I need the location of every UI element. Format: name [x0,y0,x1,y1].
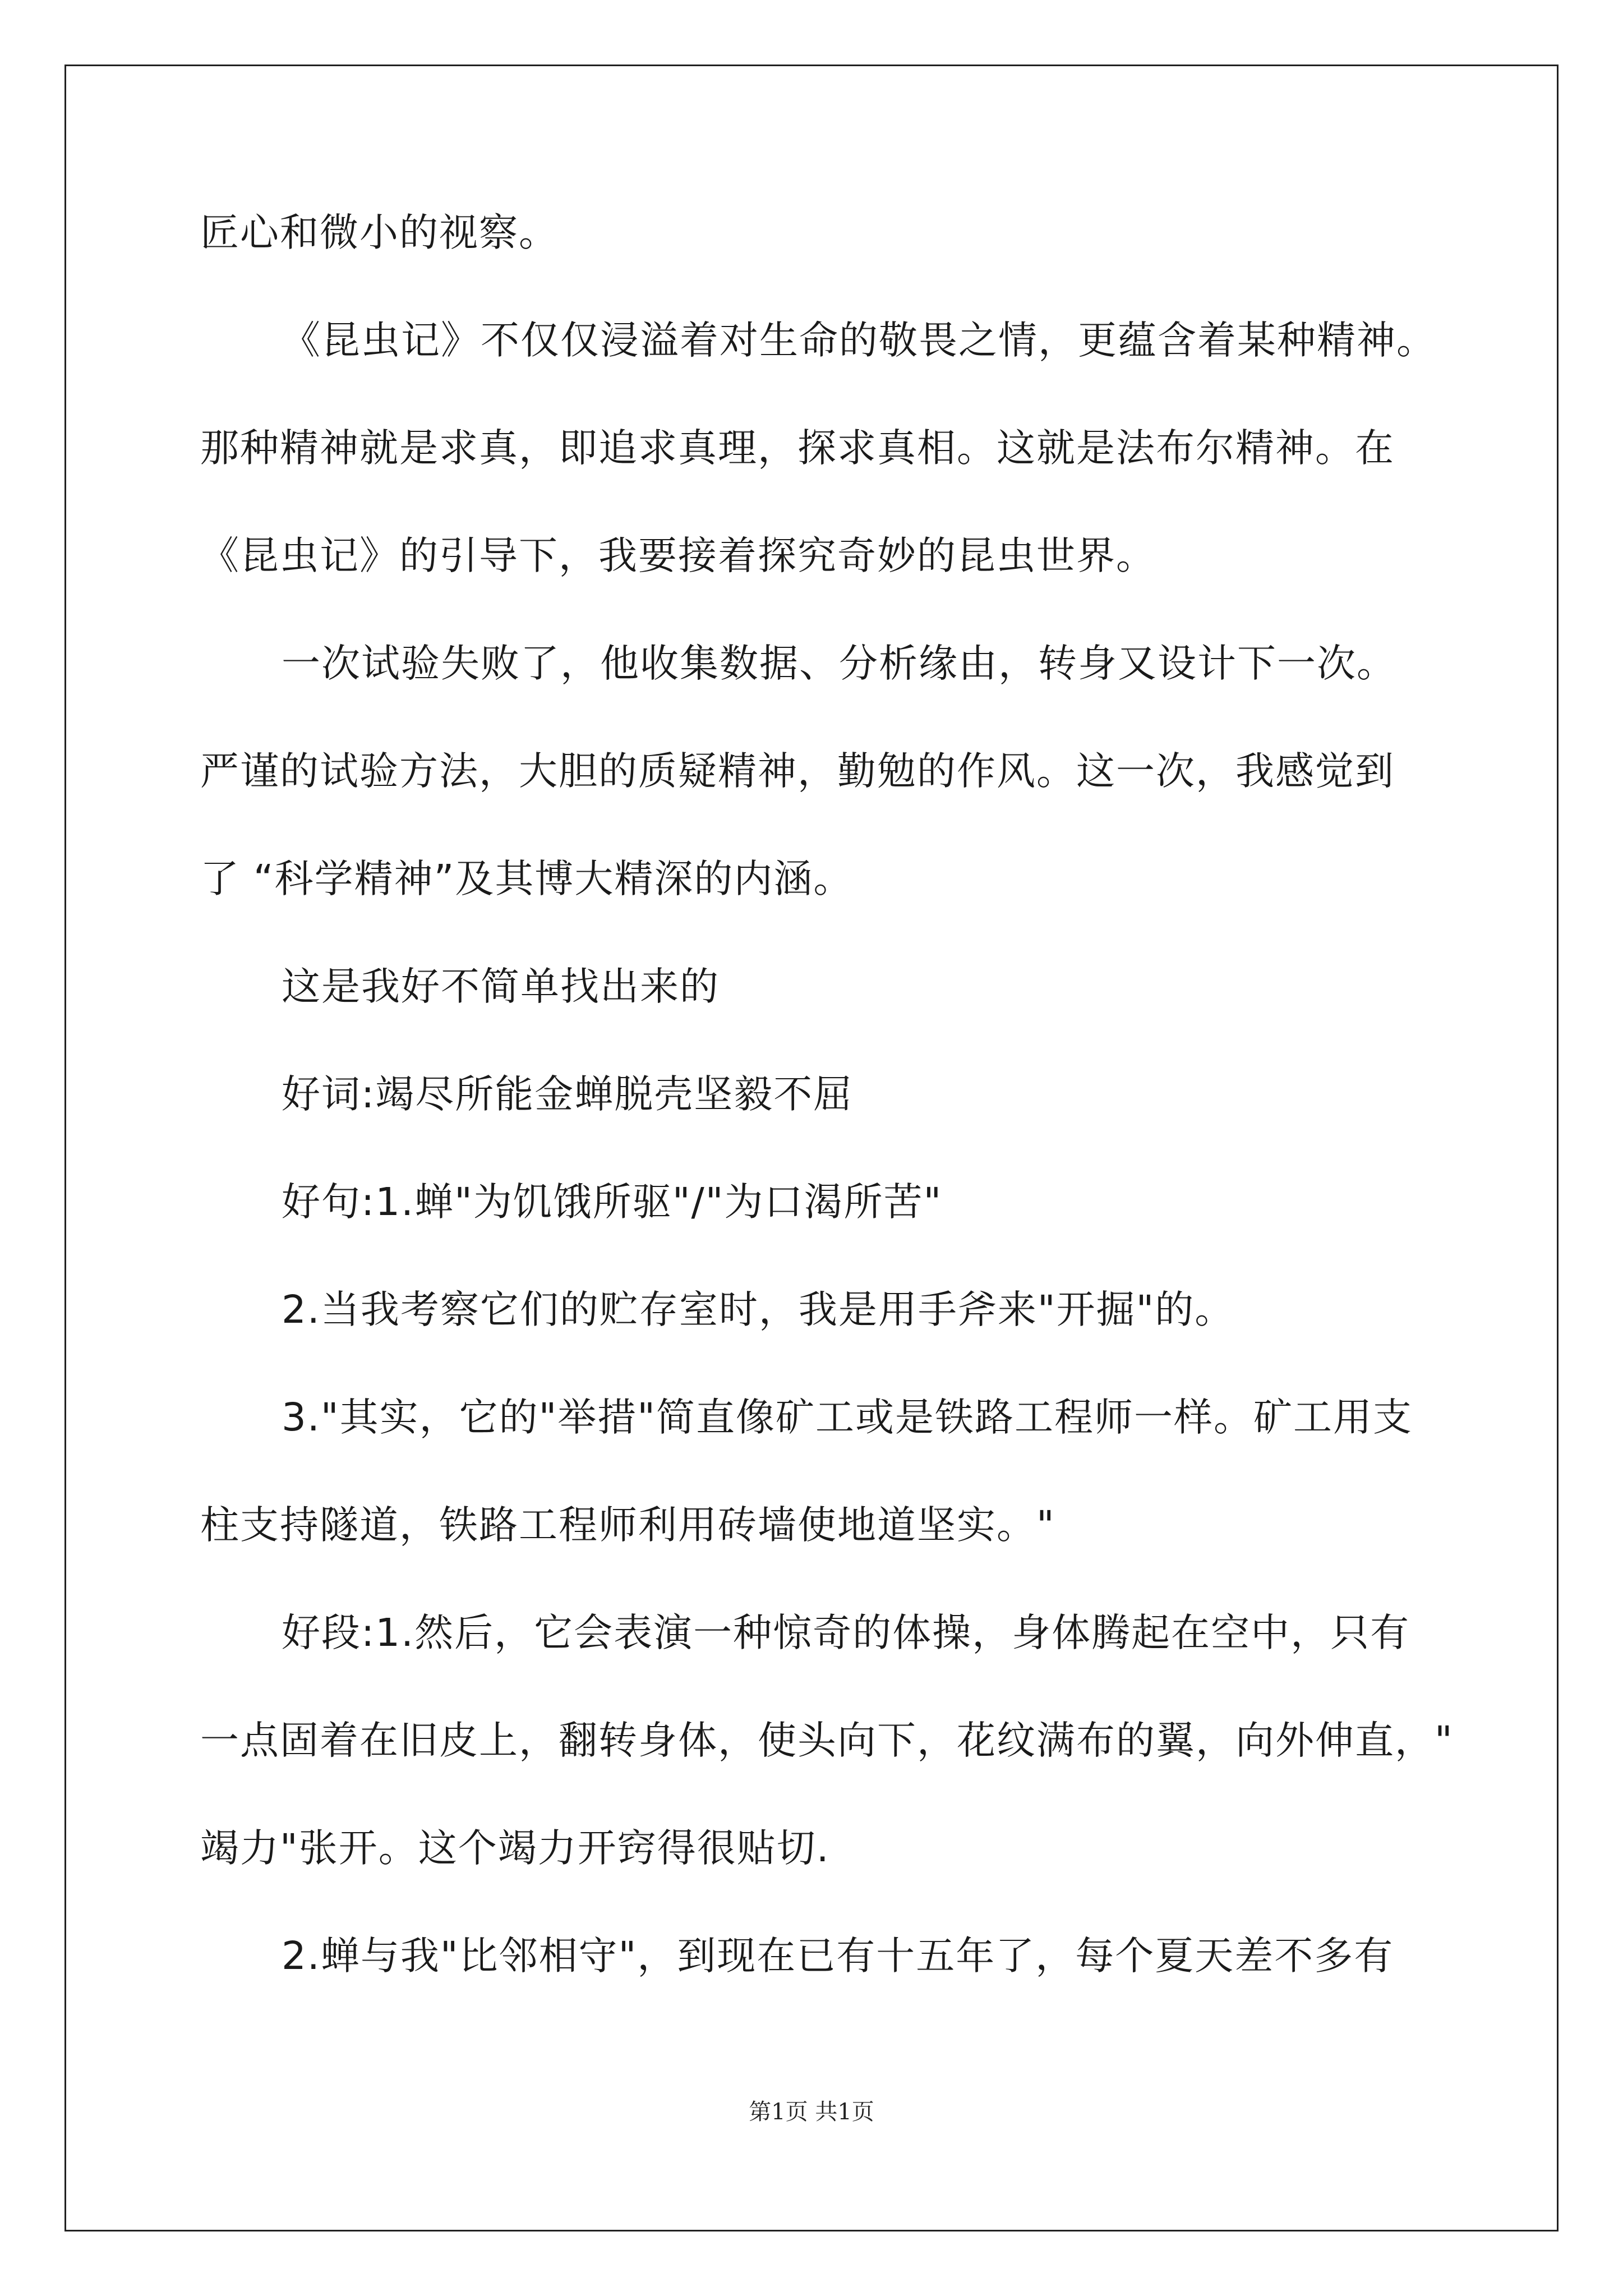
text-line: 严谨的试验方法，大胆的质疑精神，勤勉的作风。这一次，我感觉到 [200,749,1395,794]
text-line: 匠心和微小的视察。 [200,210,559,255]
text-line: 柱支持隧道，铁路工程师利用砖墙使地道坚实。" [200,1503,1055,1548]
text-line: 那种精神就是求真，即追求真理，探求真相。这就是法布尔精神。在 [200,426,1395,471]
text-line: 竭力"张开。这个竭力开窍得很贴切. [200,1826,830,1871]
page-number-footer: 第1页 共1页 [749,2099,874,2125]
text-line: 《昆虫记》的引导下，我要接着探究奇妙的昆虫世界。 [200,533,1156,578]
text-line: 了 “科学精神”及其博大精深的内涵。 [200,857,854,901]
text-line: 一次试验失败了，他收集数据、分析缘由，转身又设计下一次。 [282,641,1396,686]
text-line: 这是我好不简单找出来的 [282,964,720,1009]
text-line: 2.蝉与我"比邻相守"，到现在已有十五年了，每个夏天差不多有 [282,1934,1394,1978]
text-line: 《昆虫记》不仅仅浸溢着对生命的敬畏之情，更蕴含着某种精神。 [282,318,1436,363]
page-border [64,65,1559,2231]
text-line: 3."其实，它的"举措"简直像矿工或是铁路工程师一样。矿工用支 [282,1395,1413,1440]
text-line: 好段:1.然后，它会表演一种惊奇的体操，身体腾起在空中，只有 [282,1611,1410,1655]
text-line: 好句:1.蝉"为饥饿所驱"/"为口渴所苦" [282,1180,943,1225]
text-line: 2.当我考察它们的贮存室时，我是用手斧来"开掘"的。 [282,1287,1235,1332]
text-line: 一点固着在旧皮上，翻转身体，使头向下，花纹满布的翼，向外伸直，" [200,1718,1454,1763]
text-line: 好词:竭尽所能金蝉脱壳坚毅不屈 [282,1072,854,1117]
